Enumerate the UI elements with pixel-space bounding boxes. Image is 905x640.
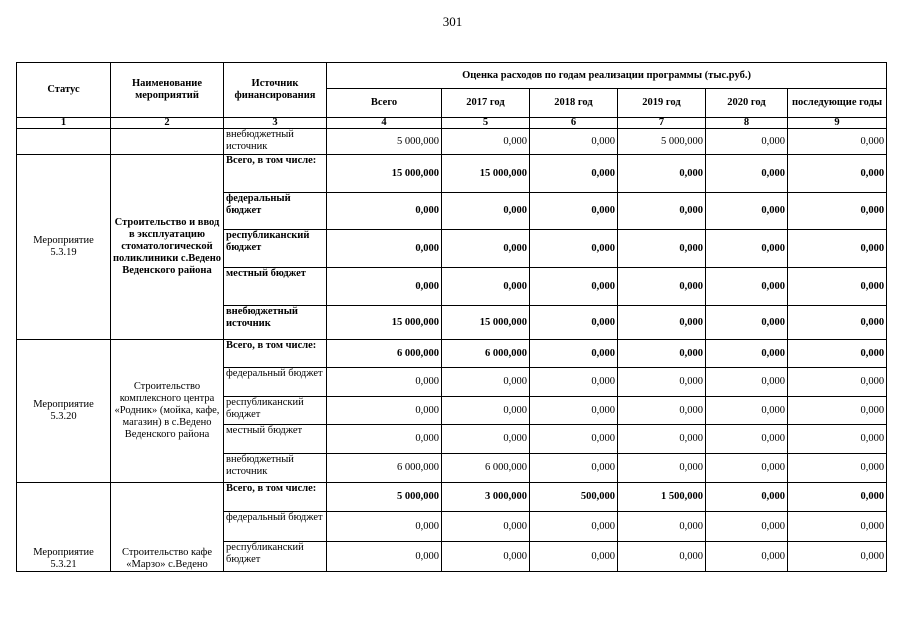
value-cell: 0,000: [788, 512, 887, 542]
value-cell: 0,000: [618, 368, 706, 397]
value-cell: 0,000: [327, 425, 442, 454]
value-cell: 3 000,000: [442, 483, 530, 512]
value-cell: 0,000: [706, 340, 788, 368]
value-cell: 0,000: [618, 306, 706, 340]
value-cell: 0,000: [706, 155, 788, 193]
value-cell: 0,000: [706, 268, 788, 306]
value-cell: 0,000: [788, 368, 887, 397]
value-cell: 0,000: [618, 268, 706, 306]
value-cell: 0,000: [442, 542, 530, 572]
source-cell: республиканский бюджет: [224, 542, 327, 572]
value-cell: 0,000: [788, 129, 887, 155]
budget-table: [16, 62, 887, 572]
source-cell: Всего, в том числе:: [224, 483, 327, 512]
value-cell: 6 000,000: [327, 340, 442, 368]
page-number: 301: [442, 14, 463, 29]
value-cell: 5 000,000: [618, 129, 706, 155]
value-cell: 0,000: [530, 454, 618, 483]
value-cell: 0,000: [442, 512, 530, 542]
value-cell: 0,000: [618, 542, 706, 572]
value-cell: 0,000: [442, 425, 530, 454]
value-cell: 0,000: [442, 230, 530, 268]
source-cell: внебюджетный источник: [224, 454, 327, 483]
source-cell: Всего, в том числе:: [224, 155, 327, 193]
value-cell: 0,000: [442, 397, 530, 425]
value-cell: 0,000: [327, 268, 442, 306]
column-index: 4: [327, 118, 442, 129]
value-cell: 5 000,000: [327, 483, 442, 512]
value-cell: 5 000,000: [327, 129, 442, 155]
value-cell: 0,000: [442, 193, 530, 230]
value-cell: 0,000: [788, 340, 887, 368]
value-cell: 0,000: [327, 542, 442, 572]
value-cell: 0,000: [530, 542, 618, 572]
value-cell: 0,000: [327, 397, 442, 425]
value-cell: 0,000: [530, 368, 618, 397]
value-cell: 0,000: [530, 193, 618, 230]
source-cell: республиканский бюджет: [224, 230, 327, 268]
value-cell: 0,000: [530, 268, 618, 306]
status-cell: Мероприятие 5.3.20: [17, 340, 111, 483]
value-cell: 0,000: [788, 454, 887, 483]
source-cell: Всего, в том числе:: [224, 340, 327, 368]
value-cell: 0,000: [618, 193, 706, 230]
value-cell: 15 000,000: [442, 155, 530, 193]
value-cell: 0,000: [618, 425, 706, 454]
value-cell: 15 000,000: [327, 155, 442, 193]
column-index: 3: [224, 118, 327, 129]
header-total: Всего: [327, 89, 442, 118]
source-cell: местный бюджет: [224, 425, 327, 454]
table-row: [17, 340, 887, 368]
value-cell: 0,000: [618, 155, 706, 193]
header-2019: 2019 год: [618, 89, 706, 118]
header-name: Наименование мероприятий: [111, 63, 224, 118]
value-cell: 0,000: [706, 193, 788, 230]
table-row: [17, 129, 887, 155]
column-index: 6: [530, 118, 618, 129]
value-cell: 0,000: [618, 397, 706, 425]
value-cell: 0,000: [706, 129, 788, 155]
value-cell: 0,000: [442, 368, 530, 397]
column-index: 2: [111, 118, 224, 129]
value-cell: 0,000: [530, 397, 618, 425]
event-name-cell: Строительство кафе «Марзо» с.Ведено: [111, 483, 224, 572]
value-cell: 6 000,000: [327, 454, 442, 483]
value-cell: 0,000: [788, 306, 887, 340]
value-cell: 0,000: [618, 454, 706, 483]
source-cell: федеральный бюджет: [224, 368, 327, 397]
value-cell: 0,000: [442, 268, 530, 306]
value-cell: 0,000: [706, 512, 788, 542]
source-cell: республиканский бюджет: [224, 397, 327, 425]
value-cell: 0,000: [327, 368, 442, 397]
value-cell: 0,000: [788, 155, 887, 193]
value-cell: 0,000: [706, 542, 788, 572]
header-2020: 2020 год: [706, 89, 788, 118]
value-cell: 0,000: [530, 155, 618, 193]
value-cell: 0,000: [788, 425, 887, 454]
header-2018: 2018 год: [530, 89, 618, 118]
value-cell: 6 000,000: [442, 340, 530, 368]
header-estimate: Оценка расходов по годам реализации программы (тыс.руб.): [327, 63, 887, 89]
value-cell: 0,000: [706, 454, 788, 483]
value-cell: 0,000: [788, 193, 887, 230]
value-cell: 0,000: [442, 129, 530, 155]
source-cell: внебюджетный источник: [224, 129, 327, 155]
value-cell: 0,000: [788, 268, 887, 306]
header-status: Статус: [17, 63, 111, 118]
header-later: последующие годы: [788, 89, 887, 118]
value-cell: 500,000: [530, 483, 618, 512]
value-cell: 0,000: [327, 193, 442, 230]
column-index: 1: [17, 118, 111, 129]
value-cell: 15 000,000: [442, 306, 530, 340]
value-cell: 0,000: [618, 230, 706, 268]
event-name-cell: Строительство комплексного центра «Родник» (мойка, кафе, магазин) в с.Ведено Веденского района: [111, 340, 224, 483]
value-cell: 0,000: [618, 512, 706, 542]
event-name-cell: Строительство и ввод в эксплуатацию стоматологической поликлиники с.Ведено Веденского района: [111, 155, 224, 340]
value-cell: 0,000: [530, 230, 618, 268]
table-row: [17, 483, 887, 512]
header-2017: 2017 год: [442, 89, 530, 118]
header-source: Источник финансирования: [224, 63, 327, 118]
source-cell: федеральный бюджет: [224, 193, 327, 230]
value-cell: 0,000: [327, 512, 442, 542]
value-cell: 0,000: [327, 230, 442, 268]
value-cell: 0,000: [530, 129, 618, 155]
value-cell: 0,000: [706, 230, 788, 268]
value-cell: 0,000: [530, 425, 618, 454]
column-index: 9: [788, 118, 887, 129]
value-cell: 0,000: [706, 425, 788, 454]
value-cell: 0,000: [706, 483, 788, 512]
value-cell: 15 000,000: [327, 306, 442, 340]
value-cell: 0,000: [530, 306, 618, 340]
value-cell: 0,000: [706, 368, 788, 397]
table-row: [17, 155, 887, 193]
value-cell: 0,000: [530, 512, 618, 542]
column-index: 8: [706, 118, 788, 129]
value-cell: 0,000: [530, 340, 618, 368]
value-cell: 0,000: [788, 397, 887, 425]
value-cell: 0,000: [618, 340, 706, 368]
source-cell: федеральный бюджет: [224, 512, 327, 542]
status-cell: Мероприятие 5.3.19: [17, 155, 111, 340]
value-cell: 0,000: [788, 230, 887, 268]
column-index: 5: [442, 118, 530, 129]
value-cell: 6 000,000: [442, 454, 530, 483]
column-index-row: [17, 118, 887, 129]
column-index: 7: [618, 118, 706, 129]
value-cell: 1 500,000: [618, 483, 706, 512]
value-cell: 0,000: [788, 483, 887, 512]
status-cell: Мероприятие 5.3.21: [17, 483, 111, 572]
source-cell: внебюджетный источник: [224, 306, 327, 340]
value-cell: 0,000: [706, 397, 788, 425]
value-cell: 0,000: [788, 542, 887, 572]
source-cell: местный бюджет: [224, 268, 327, 306]
value-cell: 0,000: [706, 306, 788, 340]
